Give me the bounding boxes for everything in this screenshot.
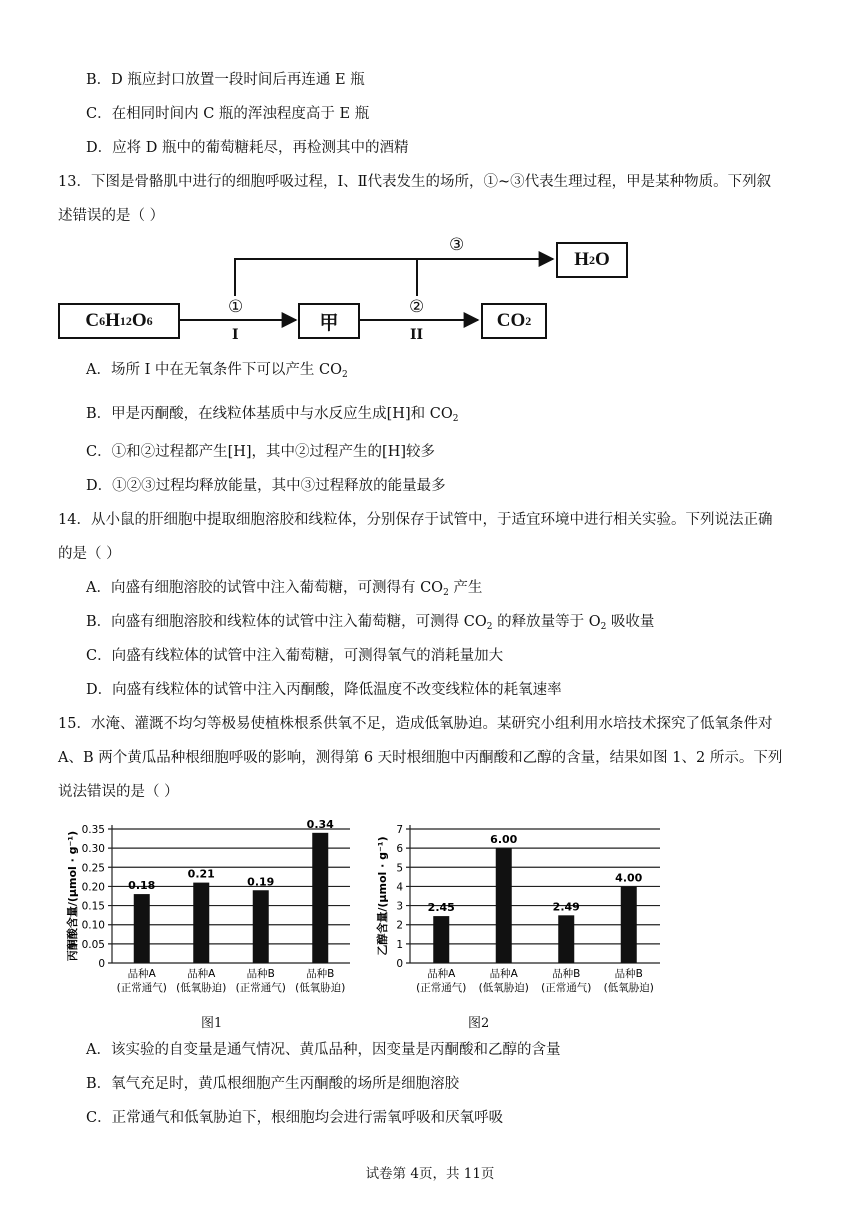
y-tick-label: 0 — [98, 958, 105, 970]
bar — [193, 883, 209, 963]
bar — [621, 886, 637, 963]
q12-option-c: C．在相同时间内 C 瓶的浑浊程度高于 E 瓶 — [86, 106, 370, 122]
y-tick-label: 4 — [396, 881, 403, 894]
y-tick-label: 0.35 — [81, 824, 105, 836]
q12-option-b: B．D 瓶应封口放置一段时间后再连通 E 瓶 — [86, 72, 365, 88]
y-tick-label: 5 — [396, 862, 403, 875]
bar — [312, 833, 328, 963]
q14-stem-line2: 的是（ ） — [58, 546, 121, 562]
x-category-sublabel: (低氧胁迫) — [295, 982, 346, 994]
x-category-label: 品种A — [427, 968, 456, 980]
x-category-sublabel: (正常通气) — [235, 982, 286, 994]
bar — [496, 848, 512, 963]
x-category-sublabel: (正常通气) — [116, 982, 167, 994]
process-2-label: ② — [409, 297, 425, 317]
y-axis-label: 丙酮酸含量/(μmol · g⁻¹) — [66, 830, 79, 962]
box-co2: CO 2 — [481, 303, 547, 339]
y-tick-label: 0.15 — [81, 900, 105, 913]
x-category-sublabel: (正常通气) — [541, 982, 592, 994]
y-tick-label: 0.20 — [81, 881, 105, 894]
y-tick-label: 0 — [396, 958, 403, 970]
figure-1-caption: 图1 — [201, 1016, 223, 1031]
q14-option-b: B．向盛有细胞溶胶和线粒体的试管中注入葡萄糖，可测得 $CO_2$ 的释放量等于 $O_2$ 吸收量 — [86, 614, 655, 632]
box-h2o: H 2 O — [556, 242, 628, 278]
arrow-to-h2o — [235, 259, 553, 296]
y-tick-label: 0.10 — [81, 919, 105, 932]
q14-option-d: D．向盛有线粒体的试管中注入丙酮酸，降低温度不改变线粒体的耗氧速率 — [86, 682, 562, 698]
bar-value-label: 0.21 — [187, 867, 215, 881]
process-1-label: ① — [228, 297, 244, 317]
bar — [253, 890, 269, 963]
box-glucose: C 6 H 12 O 6 — [58, 303, 180, 339]
process-3-label: ③ — [449, 235, 465, 255]
y-tick-label: 3 — [396, 900, 403, 913]
x-category-label: 品种A — [489, 968, 518, 980]
y-tick-label: 0.25 — [81, 862, 105, 875]
q13-option-b: B．甲是丙酮酸，在线粒体基质中与水反应生成[H]和 $CO_2$ — [86, 406, 459, 424]
y-tick-label: 7 — [396, 824, 403, 836]
x-category-sublabel: (低氧胁迫) — [603, 982, 654, 994]
x-category-label: 品种A — [127, 968, 156, 980]
pyruvate-bar-chart — [60, 815, 360, 1000]
q13-stem-line2: 述错误的是（ ） — [58, 208, 165, 224]
x-category-label: 品种B — [246, 968, 275, 980]
q13-stem-line1: 13．下图是骨骼肌中进行的细胞呼吸过程，Ⅰ、Ⅱ代表发生的场所，①~③代表生理过程，甲是某种物质。下列叙 — [58, 174, 772, 190]
x-category-sublabel: (低氧胁迫) — [478, 982, 529, 994]
bar — [558, 915, 574, 963]
page-footer: 试卷第 4页，共 11页 — [365, 1166, 495, 1182]
y-tick-label: 6 — [396, 843, 403, 856]
q12-option-d: D．应将 D 瓶中的葡萄糖耗尽，再检测其中的酒精 — [86, 140, 409, 156]
x-category-label: 品种B — [614, 968, 643, 980]
bar-value-label: 6.00 — [490, 833, 518, 847]
q15-option-a: A．该实验的自变量是通气情况、黄瓜品种，因变量是丙酮酸和乙醇的含量 — [86, 1042, 561, 1058]
bar-value-label: 0.34 — [306, 817, 334, 831]
q13-option-d: D．①②③过程均释放能量，其中③过程释放的能量最多 — [86, 478, 446, 494]
x-category-label: 品种B — [306, 968, 335, 980]
q14-option-c: C．向盛有线粒体的试管中注入葡萄糖，可测得氧气的消耗量加大 — [86, 648, 504, 664]
bar — [433, 916, 449, 963]
y-tick-label: 2 — [396, 919, 403, 932]
box-jia: 甲 — [298, 303, 360, 339]
x-category-sublabel: (正常通气) — [416, 982, 467, 994]
q15-stem-line1: 15．水淹、灌溉不均匀等极易使植株根系供氧不足，造成低氧胁迫。某研究小组利用水培技术探究了低氧条件对 — [58, 716, 773, 732]
q13-option-a: A．场所 I 中在无氧条件下可以产生 $CO_2$ — [86, 362, 348, 380]
q13-option-c: C．①和②过程都产生[H]，其中②过程产生的[H]较多 — [86, 444, 436, 460]
site-2-label: II — [410, 327, 424, 343]
bar-value-label: 4.00 — [615, 871, 643, 885]
x-category-label: 品种A — [187, 968, 216, 980]
q15-stem-line2: A、B 两个黄瓜品种根细胞呼吸的影响，测得第 6 天时根细胞中丙酮酸和乙醇的含量，结果如图 1、2 所示。下列 — [58, 750, 783, 766]
q15-stem-line3: 说法错误的是（ ） — [58, 784, 179, 800]
y-tick-label: 0.30 — [81, 843, 105, 856]
site-1-label: I — [232, 327, 239, 343]
q15-option-c: C．正常通气和低氧胁迫下，根细胞均会进行需氧呼吸和厌氧呼吸 — [86, 1110, 504, 1126]
bar — [134, 894, 150, 963]
bar-value-label: 2.49 — [552, 900, 580, 914]
y-tick-label: 1 — [396, 938, 403, 951]
ethanol-bar-chart — [370, 815, 670, 1000]
bar-value-label: 2.45 — [427, 901, 455, 915]
x-category-sublabel: (低氧胁迫) — [176, 982, 227, 994]
q14-option-a: A．向盛有细胞溶胶的试管中注入葡萄糖，可测得有 $CO_2$ 产生 — [86, 580, 483, 598]
q14-stem-line1: 14．从小鼠的肝细胞中提取细胞溶胶和线粒体，分别保存于试管中，于适宜环境中进行相关实验。下列说法正确 — [58, 512, 773, 528]
bar-value-label: 0.18 — [128, 879, 156, 893]
q15-option-b: B．氧气充足时，黄瓜根细胞产生丙酮酸的场所是细胞溶胶 — [86, 1076, 460, 1092]
y-tick-label: 0.05 — [81, 938, 105, 951]
y-axis-label: 乙醇含量/(μmol · g⁻¹) — [376, 836, 389, 956]
bar-value-label: 0.19 — [247, 875, 275, 889]
figure-2-caption: 图2 — [468, 1016, 490, 1031]
x-category-label: 品种B — [552, 968, 581, 980]
